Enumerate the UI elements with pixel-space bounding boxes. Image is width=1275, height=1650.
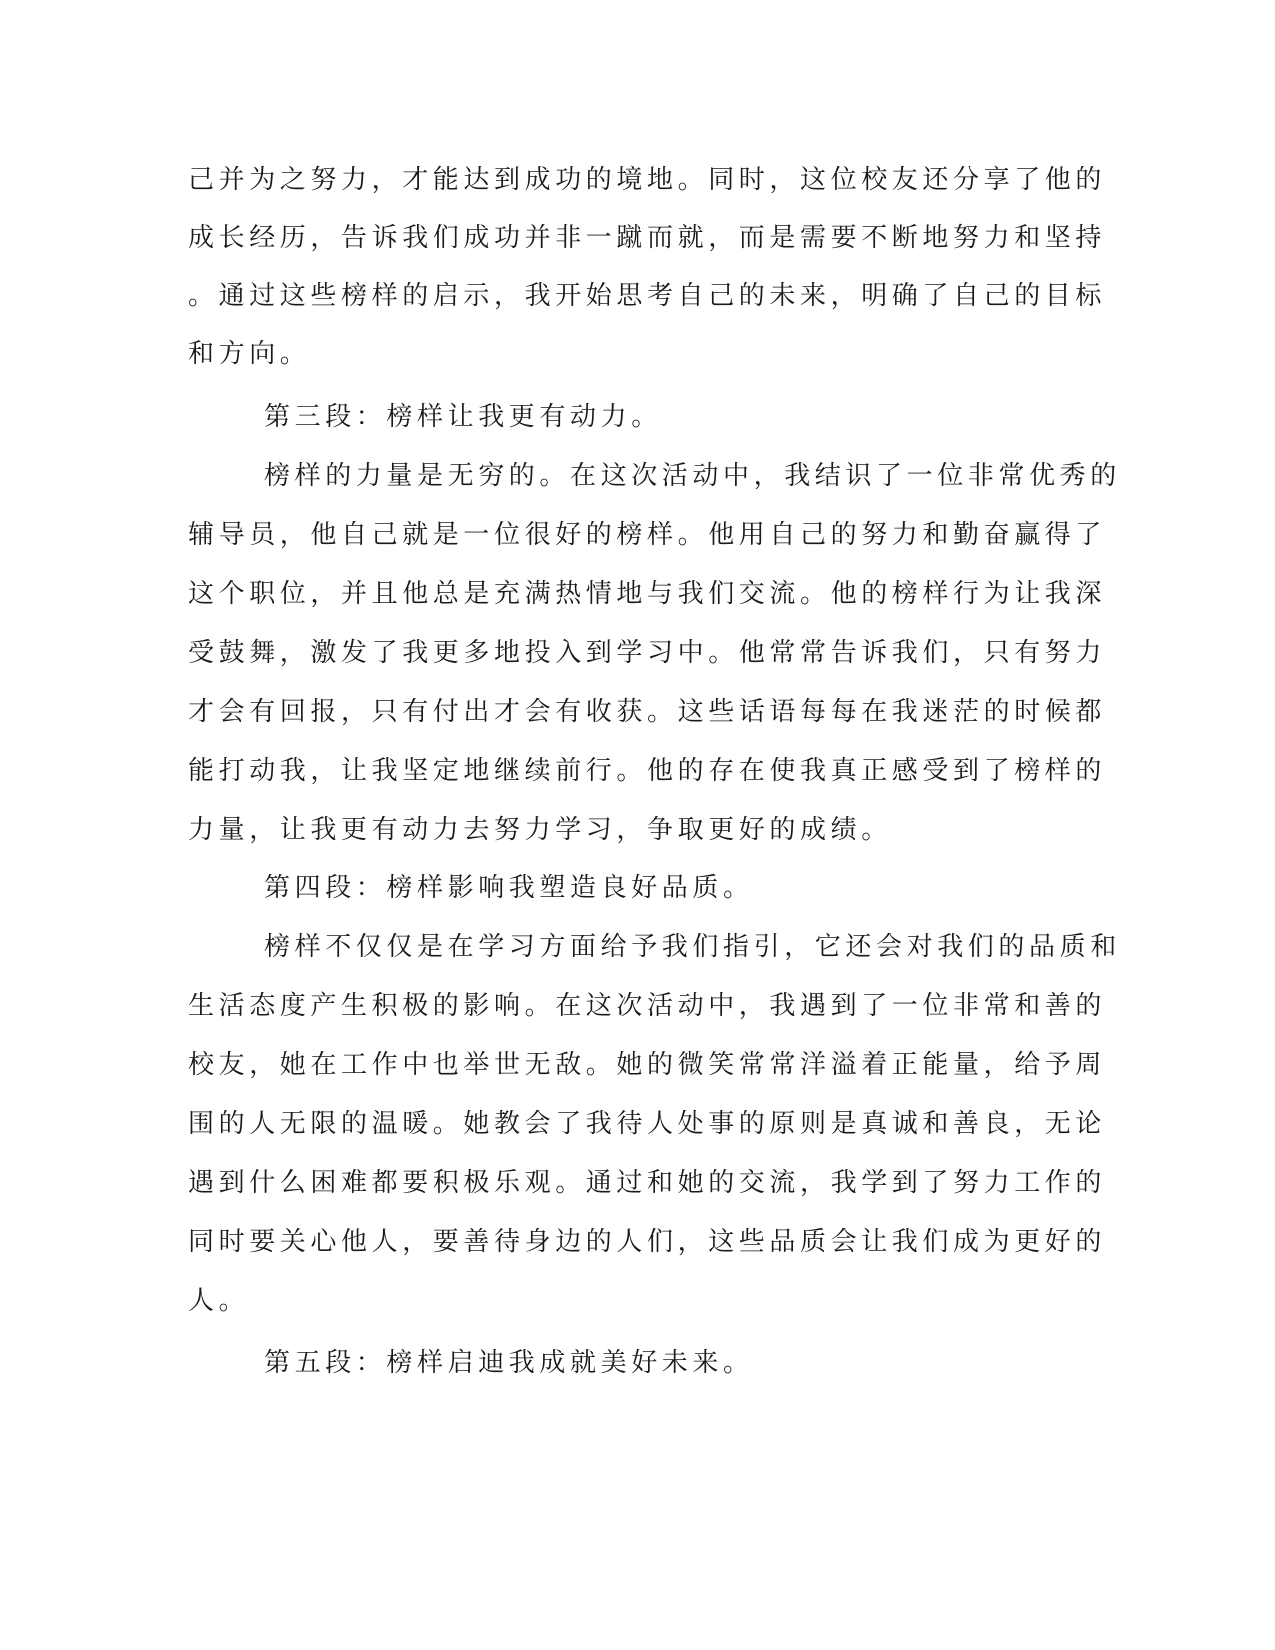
paragraph-line: 成长经历，告诉我们成功并非一蹴而就，而是需要不断地努力和坚持 [188, 223, 1107, 253]
paragraph-line: 和方向。 [188, 339, 311, 369]
paragraph-line: 辅导员，他自己就是一位很好的榜样。他用自己的努力和勤奋赢得了 [188, 520, 1107, 550]
paragraph-line: 校友，她在工作中也举世无敌。她的微笑常常洋溢着正能量，给予周 [188, 1050, 1107, 1080]
paragraph-line: 己并为之努力，才能达到成功的境地。同时，这位校友还分享了他的 [188, 165, 1107, 195]
paragraph-line: 这个职位，并且他总是充满热情地与我们交流。他的榜样行为让我深 [188, 579, 1107, 609]
paragraph-line: 遇到什么困难都要积极乐观。通过和她的交流，我学到了努力工作的 [188, 1168, 1107, 1198]
paragraph-line: 能打动我，让我坚定地继续前行。他的存在使我真正感受到了榜样的 [188, 756, 1107, 786]
paragraph-line: 生活态度产生积极的影响。在这次活动中，我遇到了一位非常和善的 [188, 991, 1107, 1021]
paragraph-line: 人。 [188, 1286, 250, 1316]
paragraph-line: 榜样的力量是无穷的。在这次活动中，我结识了一位非常优秀的 [264, 461, 1121, 491]
paragraph-line: 受鼓舞，激发了我更多地投入到学习中。他常常告诉我们，只有努力 [188, 638, 1107, 668]
paragraph-line: 围的人无限的温暖。她教会了我待人处事的原则是真诚和善良，无论 [188, 1109, 1107, 1139]
paragraph-line: 榜样不仅仅是在学习方面给予我们指引，它还会对我们的品质和 [264, 932, 1121, 962]
section-heading: 第三段：榜样让我更有动力。 [264, 402, 662, 432]
section-heading: 第四段：榜样影响我塑造良好品质。 [264, 873, 754, 903]
paragraph-line: 力量，让我更有动力去努力学习，争取更好的成绩。 [188, 815, 892, 845]
paragraph-line: 。通过这些榜样的启示，我开始思考自己的未来，明确了自己的目标 [188, 281, 1107, 311]
paragraph-line: 才会有回报，只有付出才会有收获。这些话语每每在我迷茫的时候都 [188, 697, 1107, 727]
paragraph-line: 同时要关心他人，要善待身边的人们，这些品质会让我们成为更好的 [188, 1227, 1107, 1257]
section-heading: 第五段：榜样启迪我成就美好未来。 [264, 1348, 754, 1378]
